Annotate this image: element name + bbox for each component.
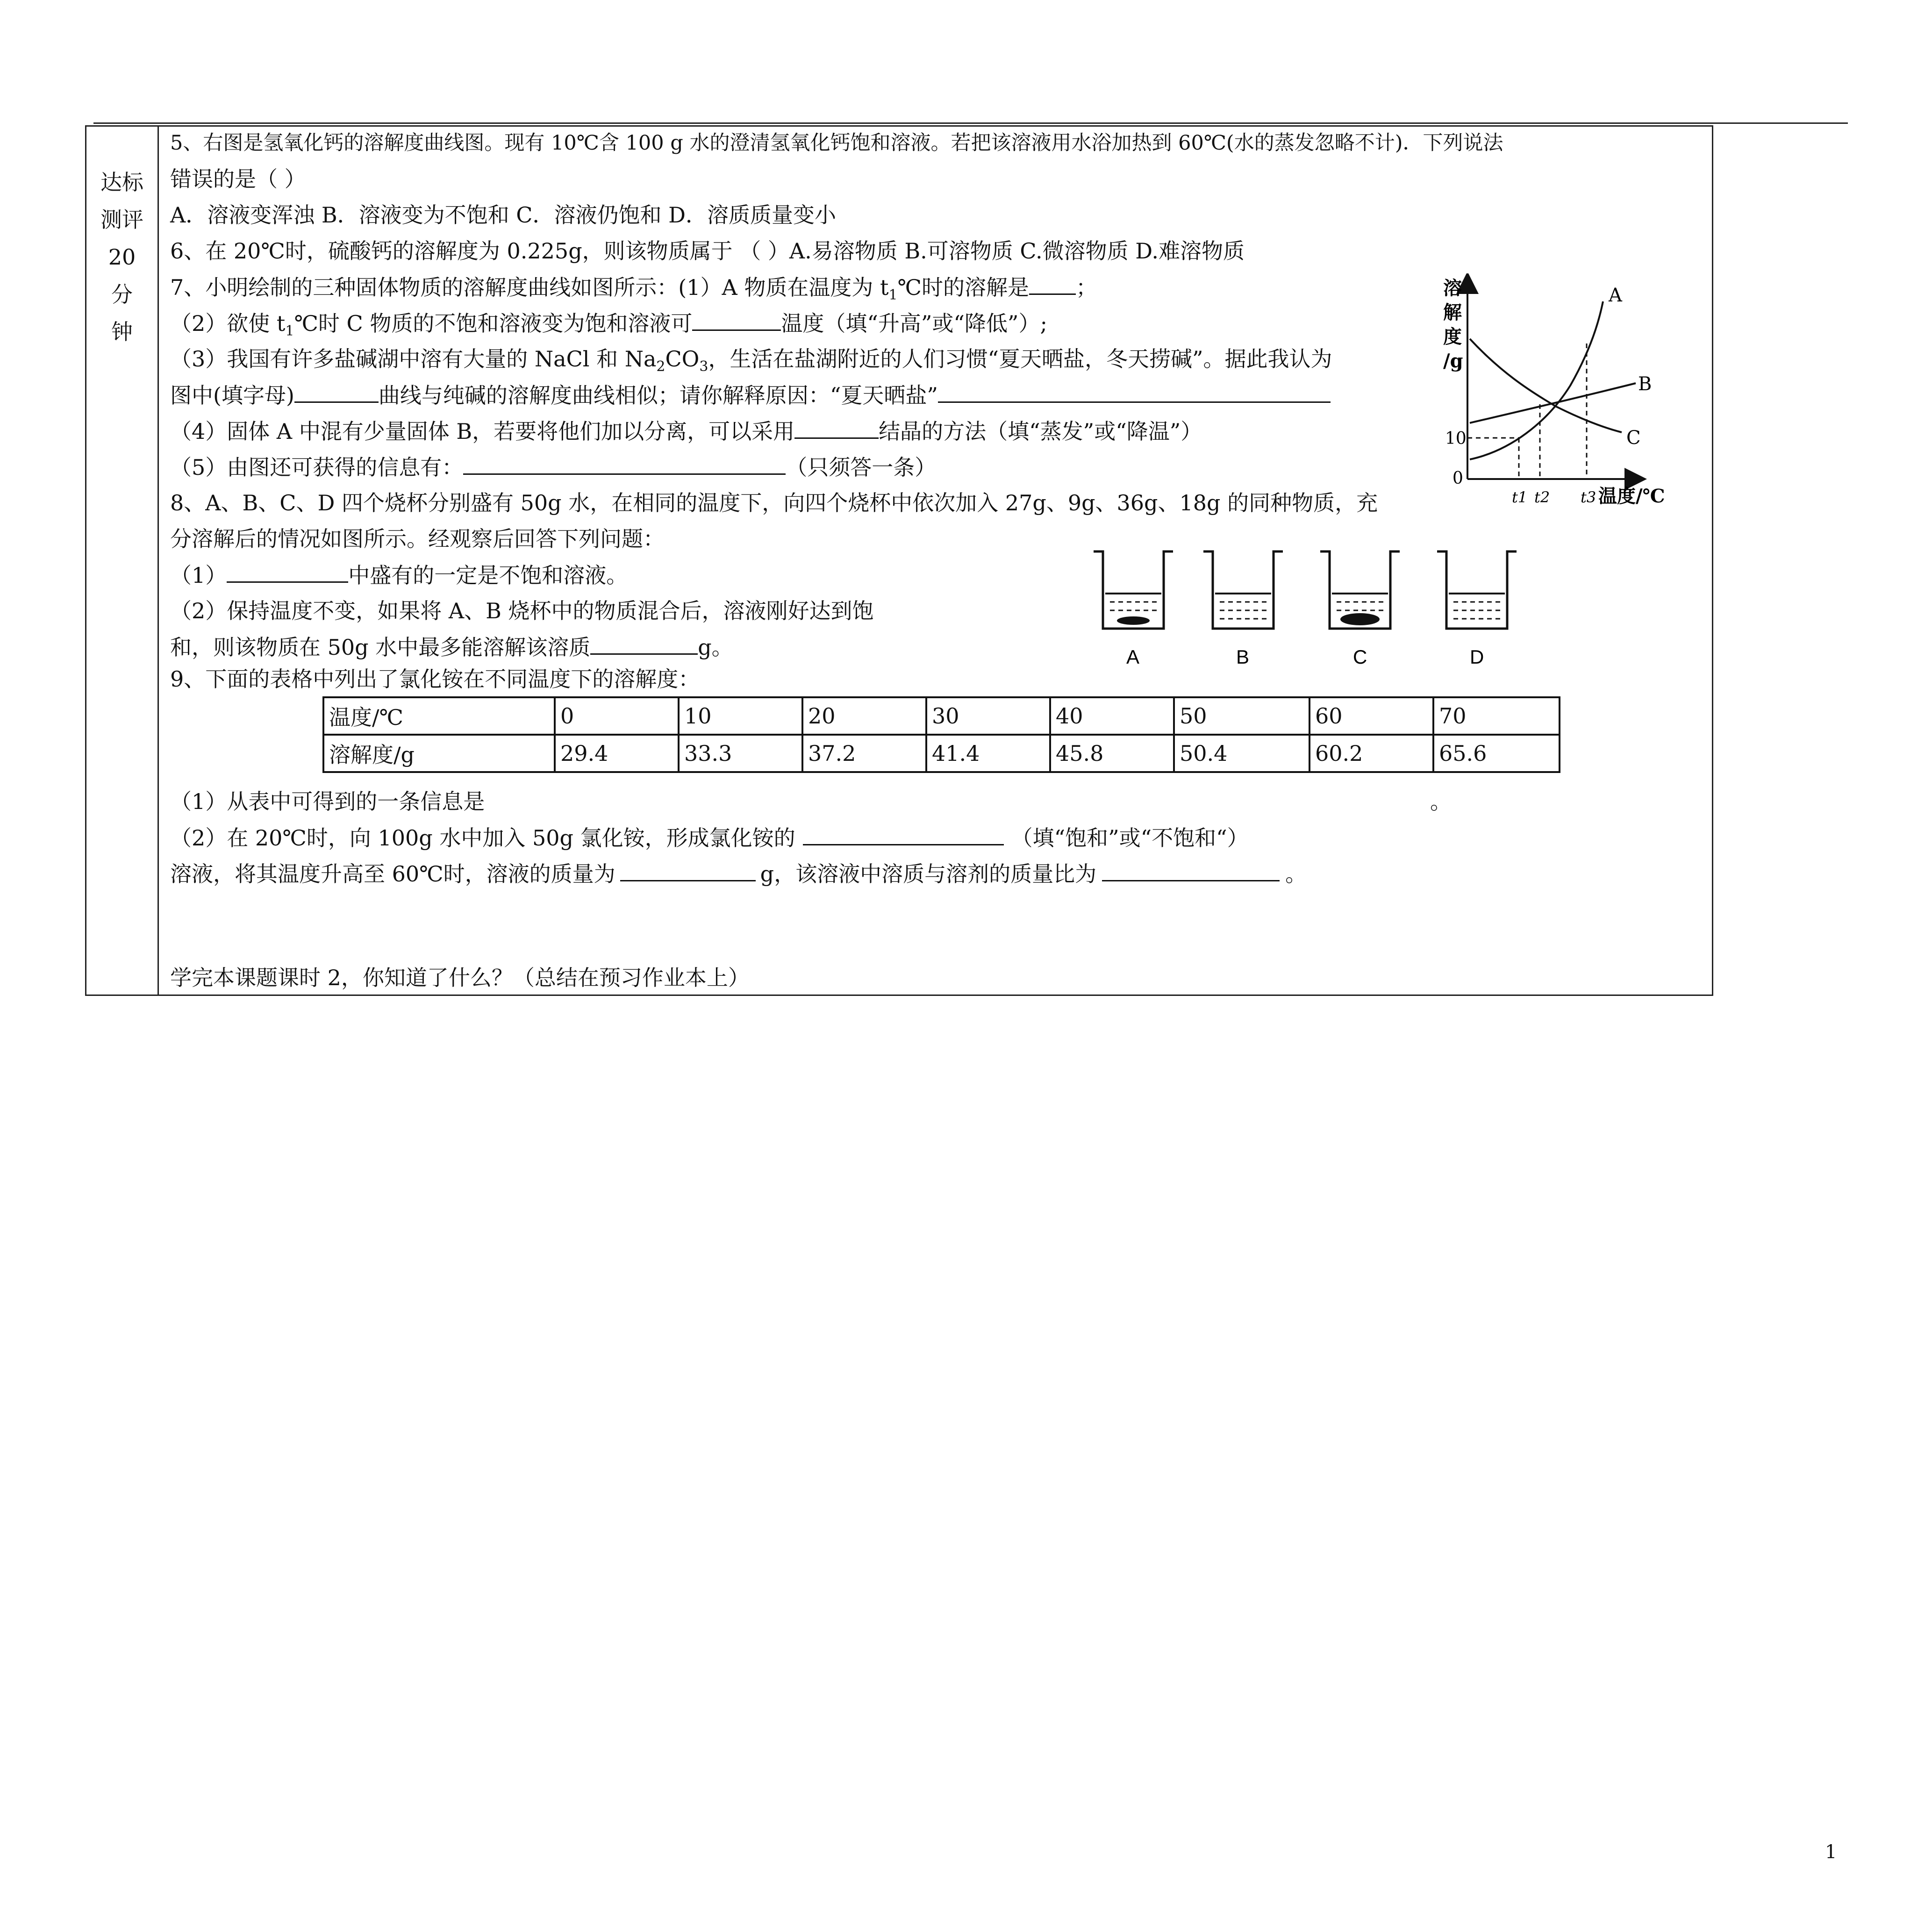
table-cell: 40 — [1050, 697, 1174, 735]
q5-options: A．溶液变浑浊 B．溶液变为不饱和 C．溶液仍饱和 D．溶质质量变小 — [170, 202, 836, 228]
page-number: 1 — [1825, 1841, 1837, 1863]
text: ； — [1076, 275, 1097, 300]
q7-part1 — [170, 273, 1097, 309]
y-axis-label: 解 — [1443, 301, 1462, 323]
table-cell: 65.6 — [1433, 735, 1560, 772]
x-tick-label: t2 — [1534, 488, 1550, 506]
table-row — [323, 735, 1560, 772]
side-label-line: 达标 — [100, 170, 143, 195]
q8-line2: 分溶解后的情况如图所示。经观察后回答下列问题： — [170, 526, 665, 551]
series-label-a: A — [1609, 285, 1622, 306]
table-cell: 70 — [1433, 697, 1560, 735]
table-cell: 30 — [926, 697, 1050, 735]
side-label-line: 分 — [111, 282, 133, 307]
answer-blank[interactable] — [1029, 273, 1076, 295]
row-header: 溶解度/g — [323, 735, 555, 772]
side-label — [85, 164, 159, 351]
text: 曲线与纯碱的溶解度曲线相似；请你解释原因：“夏天晒盐” — [378, 383, 938, 408]
subscript: 2 — [656, 358, 665, 375]
q6-line: 6、在 20℃时，硫酸钙的溶解度为 0.225g，则该物质属于 （ ）A.易溶物质 B.可溶物质 C.微溶物质 D.难溶物质 — [170, 238, 1245, 264]
q7-part3-line1 — [170, 345, 1332, 381]
q7-part3-line2 — [170, 381, 1331, 409]
table-cell: 29.4 — [555, 735, 679, 772]
beaker-d — [1437, 551, 1517, 668]
beaker-label: B — [1236, 646, 1250, 668]
text: （4）固体 A 中混有少量固体 B，若要将他们加以分离，可以采用 — [170, 419, 795, 444]
text: CO — [665, 346, 700, 372]
q9-part2 — [170, 823, 1249, 852]
q9-part1: （1）从表中可得到的一条信息是 — [170, 789, 485, 814]
q8-part2-line2 — [170, 633, 733, 661]
answer-blank[interactable] — [1102, 859, 1280, 881]
text: （2）在 20℃时，向 100g 水中加入 50g 氯化铵，形成氯化铵的 — [170, 825, 795, 851]
answer-blank[interactable] — [620, 859, 756, 881]
summary-line: 学完本课题课时 2，你知道了什么？（总结在预习作业本上） — [170, 965, 750, 990]
text: （1） — [170, 563, 227, 588]
text: 7、小明绘制的三种固体物质的溶解度曲线如图所示：(1）A 物质在温度为 t — [170, 275, 889, 300]
answer-blank[interactable] — [692, 309, 781, 331]
y-tick-label: 0 — [1453, 469, 1463, 488]
table-cell: 60 — [1309, 697, 1433, 735]
row-header: 温度/℃ — [323, 697, 555, 735]
table-cell: 37.2 — [802, 735, 926, 772]
text: ，生活在盐湖附近的人们习惯“夏天晒盐，冬天捞碱”。据此我认为 — [708, 346, 1332, 372]
table-cell: 45.8 — [1050, 735, 1174, 772]
q5-line2: 错误的是（ ） — [170, 166, 306, 192]
text: g。 — [698, 635, 733, 660]
beaker-label: D — [1470, 646, 1484, 668]
beaker-label: C — [1353, 646, 1367, 668]
side-label-line: 测评 — [100, 207, 143, 232]
beaker-b — [1203, 551, 1283, 668]
y-tick-label: 10 — [1445, 429, 1467, 448]
table-cell: 20 — [802, 697, 926, 735]
q8-part2-line1: （2）保持温度不变，如果将 A、B 烧杯中的物质混合后，溶液刚好达到饱 — [170, 598, 874, 623]
y-axis-label: /g — [1443, 350, 1463, 372]
q7-part2 — [170, 309, 1047, 345]
beaker-label: A — [1126, 646, 1140, 668]
text: 图中(填字母) — [170, 383, 294, 408]
q7-part4 — [170, 417, 1202, 445]
q8-line1: 8、A、B、C、D 四个烧杯分别盛有 50g 水，在相同的温度下，向四个烧杯中依次加入 27g、9g、36g、18g 的同种物质，充 — [170, 490, 1378, 515]
x-axis-label: 温度/℃ — [1598, 485, 1665, 507]
table-cell: 60.2 — [1309, 735, 1433, 772]
text: （只须答一条） — [786, 455, 937, 480]
q9-part3 — [170, 859, 1307, 888]
y-axis-label: 度 — [1443, 326, 1462, 348]
side-label-column — [85, 125, 159, 996]
table-row — [323, 697, 1560, 735]
text: 结晶的方法（填“蒸发”或“降温”） — [879, 419, 1202, 444]
beaker-c — [1320, 551, 1400, 668]
text: 溶液，将其温度升高至 60℃时，溶液的质量为 — [170, 861, 615, 887]
text: g，该溶液中溶质与溶剂的质量比为 — [760, 861, 1097, 887]
text: （3）我国有许多盐碱湖中溶有大量的 NaCl 和 Na — [170, 346, 657, 372]
top-rule — [93, 122, 1848, 124]
answer-blank[interactable] — [463, 453, 786, 475]
curve-b — [1470, 383, 1636, 423]
q7-part5 — [170, 453, 936, 481]
ammonium-chloride-table — [322, 696, 1560, 773]
answer-blank[interactable] — [590, 633, 698, 655]
series-label-c: C — [1626, 427, 1641, 449]
text: 。 — [1285, 861, 1307, 887]
text: 中盛有的一定是不饱和溶液。 — [348, 563, 628, 588]
solubility-curve-chart — [1439, 273, 1701, 544]
text: 和，则该物质在 50g 水中最多能溶解该溶质 — [170, 635, 591, 660]
beakers-figure — [1084, 547, 1533, 678]
table-cell: 41.4 — [926, 735, 1050, 772]
text: ℃时的溶解是 — [897, 275, 1029, 300]
text: ℃时 C 物质的不饱和溶液变为饱和溶液可 — [294, 311, 693, 336]
text: （5）由图还可获得的信息有： — [170, 455, 464, 480]
beaker-a — [1094, 551, 1173, 668]
text: （2）欲使 t — [170, 311, 286, 336]
table-cell: 33.3 — [679, 735, 802, 772]
answer-blank[interactable] — [938, 381, 1331, 403]
table-cell: 0 — [555, 697, 679, 735]
subscript: 3 — [699, 358, 708, 375]
side-label-line: 20 — [108, 244, 136, 270]
answer-blank[interactable] — [794, 417, 879, 439]
series-label-b: B — [1638, 373, 1652, 395]
answer-blank[interactable] — [803, 823, 1004, 845]
text: （填“饱和”或“不饱和“） — [1011, 825, 1249, 851]
q5-line1: 5、右图是氢氧化钙的溶解度曲线图。现有 10℃含 100 g 水的澄清氢氧化钙饱和溶液。若把该溶液用水浴加热到 60℃(水的蒸发忽略不计)．下列说法 — [170, 131, 1503, 155]
y-axis-label: 溶 — [1443, 277, 1462, 299]
q8-part1 — [170, 561, 628, 589]
text: 温度（填“升高”或“降低”）; — [781, 311, 1047, 336]
table-cell: 50 — [1174, 697, 1309, 735]
subscript: 1 — [285, 323, 294, 340]
q9-intro: 9、下面的表格中列出了氯化铵在不同温度下的溶解度： — [170, 666, 700, 692]
side-label-line: 钟 — [111, 319, 133, 344]
answer-blank[interactable] — [294, 381, 379, 403]
x-tick-label: t1 — [1512, 488, 1528, 506]
answer-blank[interactable] — [227, 561, 348, 583]
curve-a — [1470, 301, 1603, 459]
subscript: 1 — [888, 287, 898, 304]
table-cell: 10 — [679, 697, 802, 735]
table-cell: 50.4 — [1174, 735, 1309, 772]
q9-part1-end: 。 — [1430, 789, 1452, 814]
x-tick-label: t3 — [1581, 488, 1596, 506]
